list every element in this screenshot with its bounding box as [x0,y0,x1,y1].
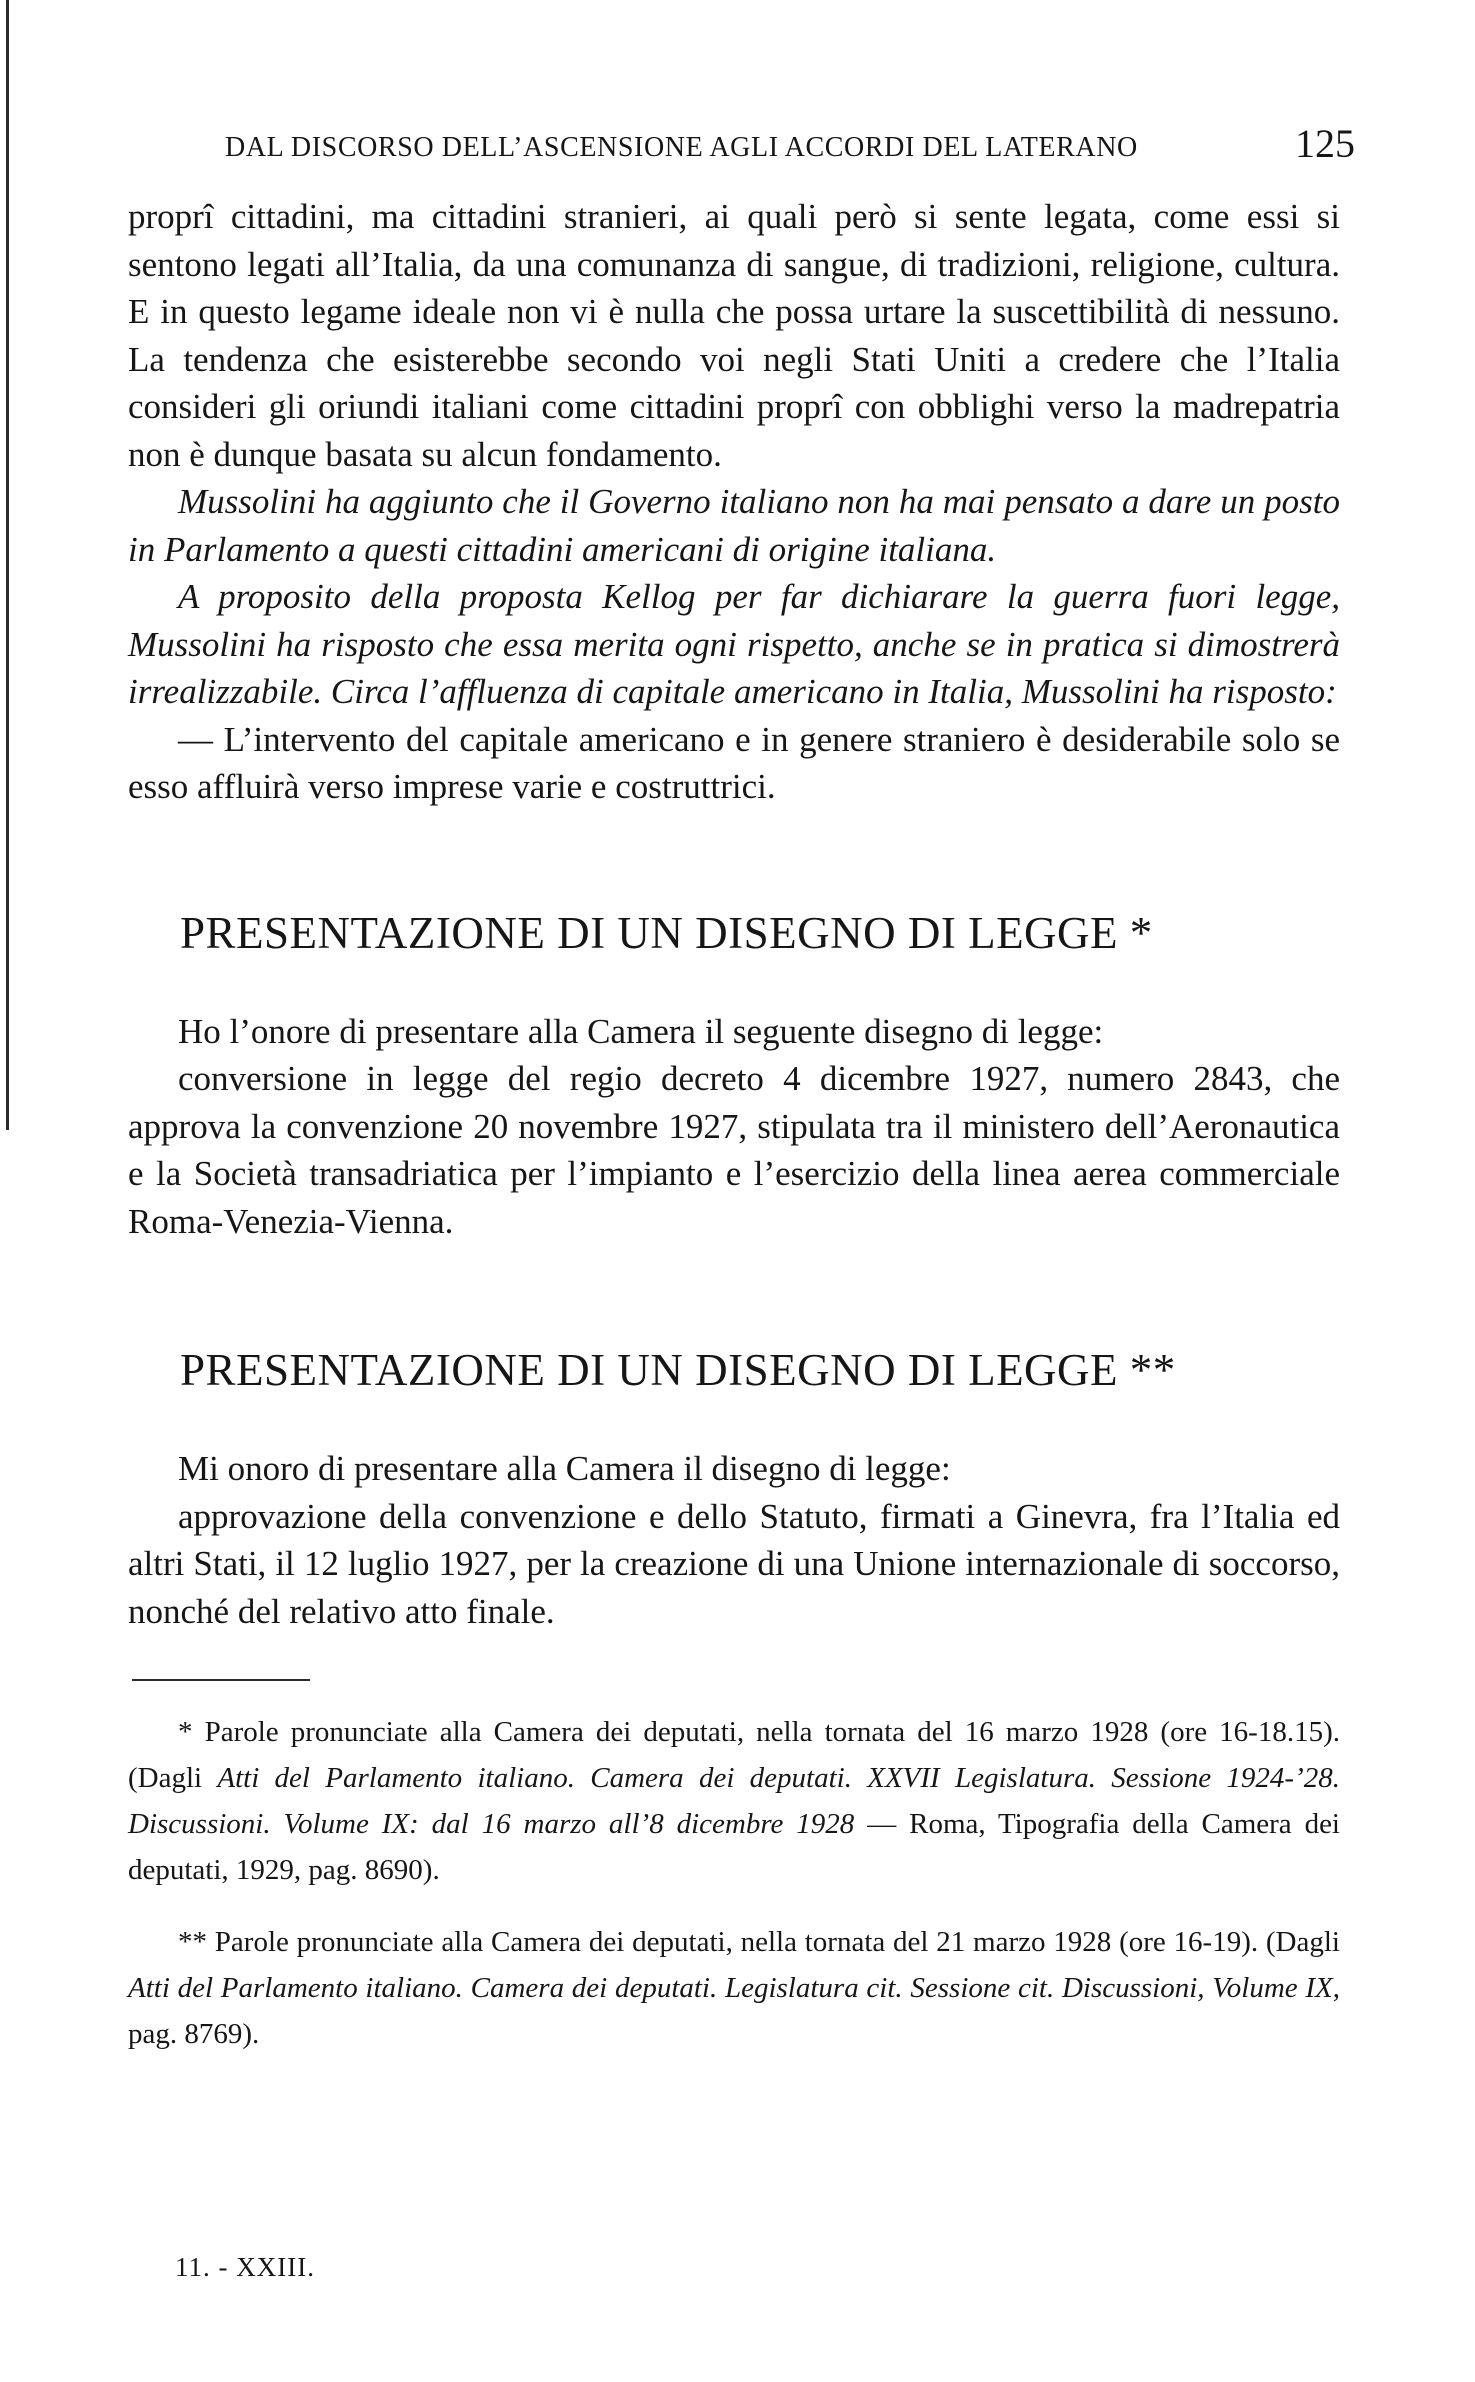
footnote-1-source: Atti del Parlamento italiano. Camera dei deputati. XXVII Legislatura. Sessione 1924-’28. Discussioni. Volume IX: dal 16 marzo all’8 dicembre 1928 [128,1762,1340,1840]
paragraph-1: proprî cittadini, ma cittadini stranieri, ai quali però si sente legata, come essi si sentono legati all’Italia, da una comunanza di sangue, di tradizioni, religione, cultura. E in questo legame ideale non vi è nulla che possa urtare la suscettibilità di nessuno. La tendenza che esisterebbe secondo voi negli Stati Uniti a credere che l’Italia consideri gli oriundi italiani come cittadini proprî con obblighi verso la madrepatria non è dunque basata su alcun fondamento. [128,197,1340,474]
section-1-text: conversione in legge del regio decreto 4 dicembre 1927, numero 2843, che approva la convenzione 20 novembre 1927, stipulata tra il ministero dell’Aeronautica e la Società transadriatica per l’impianto e l’esercizio della linea aerea commerciale Roma-Venezia-Vienna. [128,1059,1340,1241]
footnote-1-lead: * Parole pronunciate alla Camera dei deputati, nella tornata del 16 marzo 1928 (ore 16-18.15). (Dagli [128,1716,1340,1794]
page-body [128,193,1340,2057]
section-1-heading: PRESENTAZIONE DI UN DISEGNO DI LEGGE * [180,907,1153,958]
page-number: 125 [1295,121,1355,166]
section-2-intro: Mi onoro di presentare alla Camera il disegno di legge: [178,1449,951,1488]
paragraph-4: — L’intervento del capitale americano e in genere straniero è desiderabile solo se esso affluirà verso imprese varie e costruttrici. [128,719,1340,806]
section-1-intro: Ho l’onore di presentare alla Camera il seguente disegno di legge: [178,1011,1104,1051]
section-2-text: approvazione della convenzione e dello Statuto, firmati a Ginevra, fra l’Italia ed altri Stati, il 12 luglio 1927, per la creazione di una Unione internazionale di soccorso, nonché del relativo atto finale. [128,1496,1340,1631]
left-margin-rule [6,0,9,1130]
paragraph-2: Mussolini ha aggiunto che il Governo italiano non ha mai pensato a dare un posto in Parlamento a questi cittadini americani di origine italiana. [128,482,1340,569]
footnote-1 [128,1709,1340,1893]
footnote-2-source: Atti del Parlamento italiano. Camera dei deputati. Legislatura cit. Sessione cit. Discussioni, Volume IX [128,1972,1333,2004]
footnote-1-tail: — Roma, Tipografia della Camera dei deputati, 1929, pag. 8690). [128,1808,1340,1886]
running-head: DAL DISCORSO DELL’ASCENSIONE AGLI ACCORDI DEL LATERANO [225,132,1138,163]
footnote-2-lead: ** Parole pronunciate alla Camera dei deputati, nella tornata del 21 marzo 1928 (ore 16-19). (Dagli [178,1926,1340,1958]
signature-mark: 11. - XXIII. [175,2252,315,2282]
paragraph-3: A proposito della proposta Kellog per far dichiarare la guerra fuori legge, Mussolini ha risposto che essa merita ogni rispetto, anche se in pratica si dimostrerà irrealizzabile. Circa l’affluenza di capitale americano in Italia, Mussolini ha risposto: [128,577,1340,711]
footnote-rule [132,1679,310,1681]
section-2-heading: PRESENTAZIONE DI UN DISEGNO DI LEGGE ** [180,1345,1176,1395]
footnote-2 [128,1919,1340,2057]
page-header [225,120,1355,170]
footnote-2-tail: , pag. 8769). [128,1972,1340,2050]
